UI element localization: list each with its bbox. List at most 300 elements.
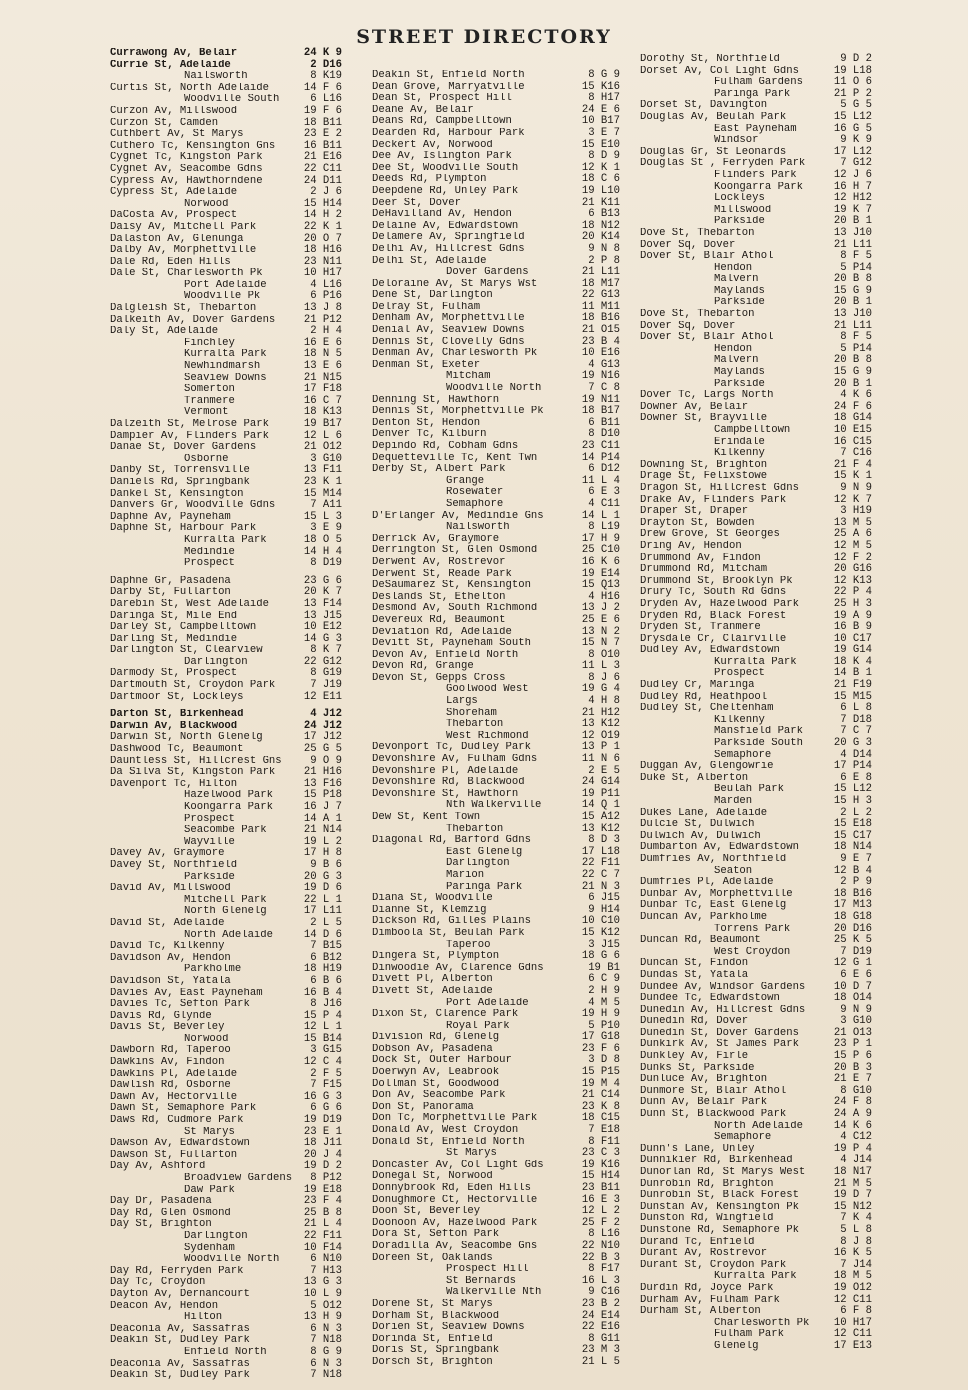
street-name: Dundee Av, Windsor Gardens: [640, 981, 806, 993]
map-reference: 7 G12: [840, 157, 872, 170]
street-name: Devitt St, Payneham South: [372, 638, 531, 650]
street-name: Deaconia Av, Sassafras: [110, 1358, 250, 1370]
map-reference: 7 K 4: [840, 1212, 872, 1225]
map-reference: 12 M 5: [833, 539, 872, 552]
directory-entry: [110, 164, 342, 176]
map-reference: 20 B 3: [833, 1061, 872, 1074]
street-name: St Bernards: [446, 1275, 516, 1287]
street-name: Woodville Pk: [184, 291, 261, 303]
map-reference: 15 H 3: [833, 795, 872, 807]
street-name: Dumfries Pl, Adelaide: [640, 877, 774, 889]
directory-entry: [372, 1113, 620, 1125]
map-reference: 7 H13: [310, 1264, 342, 1277]
directory-entry: [372, 986, 620, 998]
street-name: DaCosta Av, Prospect: [110, 210, 238, 222]
map-reference: 3 J15: [588, 938, 620, 951]
street-name: Douglas St , Ferryden Park: [640, 158, 806, 170]
street-name: Denial Av, Seaview Downs: [372, 325, 525, 337]
map-reference: 12 O19: [581, 729, 620, 742]
map-reference: 12 B 4: [833, 864, 872, 877]
map-reference: 15 H14: [581, 1170, 620, 1183]
street-name: Dean St, Prospect Hill: [372, 93, 512, 105]
map-reference: 20 G 3: [303, 870, 342, 883]
street-name: Darton St, Birkenhead: [110, 709, 244, 721]
map-reference: 11 O 6: [833, 76, 872, 89]
map-reference: 20 K14: [581, 231, 620, 244]
street-name: Doris St, Springbank: [372, 1345, 500, 1357]
street-name: East Payneham: [714, 123, 797, 135]
street-name: Glenelg: [714, 1340, 759, 1352]
map-reference: 12 C11: [833, 1293, 872, 1306]
street-name: Derrington St, Glen Osmond: [372, 545, 538, 557]
map-reference: 23 F 4: [303, 1195, 342, 1208]
directory-entry: [640, 715, 872, 727]
street-name: DeHavilland Av, Hendon: [372, 209, 512, 221]
directory-entry: [110, 280, 342, 292]
directory-entry: [372, 1357, 620, 1369]
map-reference: 15 E10: [581, 138, 620, 151]
street-name: Denham Av, Morphettville: [372, 313, 525, 325]
street-name: Denman Av, Charlesworth Pk: [372, 348, 538, 360]
map-reference: 21 O13: [833, 1026, 872, 1039]
map-reference: 6 C 9: [588, 973, 620, 986]
street-name: Millswood: [714, 204, 772, 216]
street-name: Drayton St, Bowden: [640, 517, 755, 529]
map-reference: 7 N18: [310, 1334, 342, 1347]
map-reference: 6 N 3: [310, 1357, 342, 1370]
map-reference: 18 G14: [833, 412, 872, 425]
street-name: Dawson Av, Edwardstown: [110, 1138, 250, 1150]
map-reference: 21 L11: [833, 319, 872, 332]
directory-entry: [110, 547, 342, 559]
map-reference: 19 E14: [581, 567, 620, 580]
map-reference: 12 J 6: [833, 168, 872, 181]
street-name: Day Rd, Glen Osmond: [110, 1207, 231, 1219]
street-name: Dorset Av, Col Light Gdns: [640, 65, 799, 77]
street-name: Paringa Park: [714, 88, 791, 100]
street-name: Dalby Av, Morphettville: [110, 245, 257, 257]
directory-entry: [110, 129, 342, 141]
map-reference: 2 L 5: [310, 916, 342, 929]
street-name: Danvers Gr, Woodville Gdns: [110, 500, 276, 512]
directory-entry: [640, 1074, 872, 1086]
street-name: Mitcham: [446, 371, 491, 383]
street-name: Enfield North: [184, 1346, 267, 1358]
map-reference: 10 L 9: [303, 1287, 342, 1300]
map-reference: 15 C17: [833, 829, 872, 842]
directory-entry: [640, 1144, 872, 1156]
map-reference: 12 F 2: [833, 551, 872, 564]
street-name: Dunmore St, Blair Athol: [640, 1085, 787, 1097]
map-reference: 6 B 6: [310, 974, 342, 987]
street-name: Nailsworth: [184, 71, 248, 83]
directory-entry: [110, 512, 342, 524]
street-name: Lockleys: [714, 193, 765, 205]
street-name: Prospect: [714, 668, 765, 680]
map-reference: 20 B 1: [833, 296, 872, 309]
directory-entry: [372, 557, 620, 569]
street-name: Paringa Park: [446, 881, 523, 893]
map-reference: 8 L19: [588, 521, 620, 534]
map-reference: 15 M14: [303, 487, 342, 500]
street-name: Devon Av, Enfield North: [372, 649, 519, 661]
street-name: Don Tc, Morphettville Park: [372, 1113, 538, 1125]
map-reference: 4 C12: [840, 1131, 872, 1144]
street-name: Curtis St, North Adelaide: [110, 82, 269, 94]
street-name: Donnybrook Rd, Eden Hills: [372, 1183, 531, 1194]
street-name: Day St, Brighton: [110, 1219, 212, 1231]
directory-entry: [640, 1051, 872, 1063]
map-reference: 3 G15: [310, 1044, 342, 1057]
map-reference: 24 K 9: [303, 47, 342, 59]
map-reference: 6 E 6: [840, 968, 872, 981]
street-name: Dawn St, Semaphore Park: [110, 1103, 257, 1115]
directory-entry: [640, 541, 872, 553]
map-reference: 9 B 6: [310, 858, 342, 871]
street-name: Dalgleish St, Thebarton: [110, 303, 257, 315]
directory-entry: [372, 116, 620, 128]
street-name: Grange: [446, 475, 485, 487]
map-reference: 9 N 8: [588, 242, 620, 255]
directory-entry: [640, 1341, 872, 1353]
directory-entry: [110, 245, 342, 257]
map-reference: 15 A12: [581, 811, 620, 823]
map-reference: 21 N15: [303, 371, 342, 384]
directory-entry: [372, 638, 620, 650]
map-reference: 10 H17: [303, 267, 342, 280]
directory-entry: [640, 54, 872, 66]
map-reference: 10 E16: [581, 347, 620, 360]
street-name: Dorsch St, Brighton: [372, 1356, 493, 1368]
map-reference: 15 P 4: [303, 1009, 342, 1022]
street-name: Newhindmarsh: [184, 361, 261, 373]
directory-entry: [640, 703, 872, 715]
street-name: Hendon: [714, 262, 753, 274]
street-name: Nailsworth: [446, 522, 510, 534]
street-name: Deepdene Rd, Unley Park: [372, 185, 519, 197]
directory-entry: [372, 499, 620, 511]
map-reference: 6 J15: [588, 892, 620, 905]
street-name: Dunedin Av, Hillcrest Gdns: [640, 1004, 806, 1016]
map-reference: 11 L 4: [581, 474, 620, 487]
street-name: Deakin St, Enfield North: [372, 70, 525, 81]
map-reference: 9 N 9: [840, 481, 872, 494]
street-name: Daphne Av, Payneham: [110, 511, 231, 523]
map-reference: 3 G10: [310, 452, 342, 465]
map-reference: 18 N14: [833, 841, 872, 854]
directory-entry: [372, 348, 620, 360]
directory-entry: [640, 866, 872, 878]
street-name: Deacon Av, Hendon: [110, 1300, 219, 1312]
map-reference: 2 H 9: [588, 984, 620, 997]
map-reference: 15 K 1: [833, 470, 872, 483]
map-reference: 8 D10: [588, 428, 620, 441]
map-reference: 15 L 3: [303, 510, 342, 523]
street-name: Dryden St, Tranmere: [640, 622, 761, 634]
directory-entry: [372, 1322, 620, 1334]
street-name: Dobson Av, Pasadena: [372, 1043, 493, 1055]
street-name: Dudley Av, Edwardstown: [640, 645, 780, 657]
street-name: Semaphore: [446, 498, 504, 510]
street-name: Erindale: [714, 436, 765, 448]
directory-entry: [640, 228, 872, 240]
map-reference: 16 E 6: [303, 336, 342, 349]
map-reference: 13 K12: [581, 718, 620, 731]
map-reference: 8 J16: [310, 998, 342, 1011]
map-reference: 23 K 8: [581, 1100, 620, 1113]
street-name: Dimboola St, Beulah Park: [372, 927, 525, 939]
map-reference: 7 N18: [310, 1369, 342, 1382]
street-name: Dee St, Woodville South: [372, 162, 519, 174]
street-name: Dashwood Tc, Beaumont: [110, 744, 244, 756]
map-reference: 21 N14: [303, 824, 342, 837]
street-name: Currawong Av, Belair: [110, 48, 238, 59]
street-name: Nth Walkerville: [446, 800, 542, 812]
street-name: West Croydon: [714, 946, 791, 958]
map-reference: 5 L 8: [840, 1223, 872, 1236]
map-reference: 9 E 7: [840, 852, 872, 865]
street-name: Darwin St, North Glenelg: [110, 732, 263, 744]
map-reference: 8 G 9: [588, 69, 620, 81]
map-reference: 13 J15: [303, 609, 342, 622]
street-name: Darling St, Medindie: [110, 633, 238, 645]
street-name: Mansfield Park: [714, 726, 804, 738]
map-reference: 7 C 8: [588, 382, 620, 395]
street-name: Daws Rd, Cudmore Park: [110, 1115, 244, 1127]
street-name: Diagonal Rd, Barford Gdns: [372, 835, 531, 847]
map-reference: 11 N 6: [581, 753, 620, 766]
street-name: Dora St, Sefton Park: [372, 1229, 500, 1241]
map-reference: 18 O14: [833, 992, 872, 1005]
map-reference: 10 E12: [303, 621, 342, 634]
street-name: Kurralta Park: [184, 534, 267, 546]
map-reference: 24 A 9: [833, 1108, 872, 1121]
street-name: Norwood: [184, 1033, 229, 1045]
street-name: Dorset St, Davington: [640, 100, 768, 112]
directory-entry: [110, 802, 342, 814]
street-name: Marion: [446, 869, 485, 881]
street-name: Rosewater: [446, 487, 504, 499]
street-name: Dove St, Thebarton: [640, 309, 755, 321]
street-name: Dunbar Tc, East Glenelg: [640, 900, 787, 912]
map-reference: 16 L 3: [581, 1274, 620, 1287]
street-name: Darebin St, West Adelaide: [110, 598, 269, 610]
directory-entry: [372, 244, 620, 256]
map-reference: 22 K 1: [303, 220, 342, 233]
street-name: DeSaumarez St, Kensington: [372, 580, 531, 592]
map-reference: 4 C11: [588, 497, 620, 510]
directory-entry: [110, 48, 342, 60]
street-name: Darlington St, Clearview: [110, 645, 263, 657]
street-name: Dundas St, Yatala: [640, 969, 749, 981]
street-name: Dalkeith Av, Dover Gardens: [110, 314, 276, 326]
map-reference: 18 M17: [581, 277, 620, 290]
map-reference: 13 J10: [833, 226, 872, 239]
street-name: Dawkins Pl, Adelaide: [110, 1068, 238, 1080]
directory-entry: [110, 964, 342, 976]
map-reference: 3 E 9: [310, 522, 342, 535]
map-reference: 13 F11: [303, 464, 342, 477]
street-name: Davenport Tc, Hilton: [110, 778, 238, 790]
map-reference: 15 Q13: [581, 579, 620, 592]
map-reference: 15 P18: [303, 789, 342, 802]
map-reference: 18 J11: [303, 1137, 342, 1150]
directory-entry: [110, 1370, 342, 1382]
street-name: Deslands St, Ethelton: [372, 591, 506, 603]
street-name: Duncan St, Findon: [640, 958, 749, 970]
street-name: Doncaster Av, Col Light Gds: [372, 1159, 544, 1171]
directory-entry: [372, 267, 620, 279]
street-name: Cypress Av, Hawthorndene: [110, 175, 263, 187]
street-name: Darlington: [184, 656, 248, 668]
street-name: Seaton: [714, 865, 753, 877]
directory-entry: [110, 930, 342, 942]
map-reference: 8 J 6: [588, 671, 620, 684]
map-reference: 23 F 6: [581, 1042, 620, 1055]
street-name: Dover Sq, Dover: [640, 239, 736, 251]
street-name: Flinders Park: [714, 169, 797, 181]
street-name: Devonshire St, Hawthorn: [372, 788, 519, 800]
directory-entry: [372, 824, 620, 836]
map-reference: 8 F11: [588, 1135, 620, 1148]
street-name: Dudley Rd, Heathpool: [640, 691, 768, 703]
map-reference: 22 N10: [581, 1239, 620, 1252]
street-name: Dudley St, Cheltenham: [640, 703, 774, 715]
street-name: Parkside: [714, 297, 765, 309]
map-reference: 15 N 7: [581, 637, 620, 650]
street-name: Durant Av, Rostrevor: [640, 1248, 768, 1260]
map-reference: 15 L12: [833, 783, 872, 796]
map-reference: 17 J12: [303, 731, 342, 744]
directory-entry: [110, 106, 342, 118]
map-reference: 19 G14: [833, 644, 872, 657]
directory-entry: [640, 854, 872, 866]
directory-entry: [640, 147, 872, 159]
directory-entry: [110, 599, 342, 611]
directory-entry: [110, 1161, 342, 1173]
street-name: North Adelaide: [714, 1120, 804, 1132]
street-name: Douglas Av, Beulah Park: [640, 111, 787, 123]
directory-entry: [372, 812, 620, 824]
directory-entry: [372, 186, 620, 198]
directory-entry: [110, 1347, 342, 1359]
street-name: Delamere Av, Springfield: [372, 232, 525, 244]
map-reference: 20 D16: [833, 922, 872, 935]
map-reference: 3 H19: [840, 505, 872, 518]
directory-entry: [372, 1125, 620, 1137]
map-reference: 23 E 2: [303, 128, 342, 141]
map-reference: 18 B11: [303, 116, 342, 129]
map-reference: 15 E18: [833, 818, 872, 831]
map-reference: 23 E 1: [303, 1125, 342, 1138]
map-reference: 21 F 4: [833, 458, 872, 471]
directory-entry: [640, 425, 872, 437]
directory-entry: [110, 1173, 342, 1185]
map-reference: 22 C11: [303, 162, 342, 175]
map-reference: 21 P 2: [833, 87, 872, 100]
street-name: Malvern: [714, 274, 759, 286]
street-name: Day Av, Ashford: [110, 1161, 206, 1173]
directory-entry: [110, 1034, 342, 1046]
street-name: Division Rd, Glenelg: [372, 1032, 500, 1044]
directory-entry: [372, 615, 620, 627]
street-name: Duncan Av, Parkholme: [640, 911, 768, 923]
street-name: Drysdale Cr, Clairville: [640, 633, 787, 645]
map-reference: 14 D 6: [303, 928, 342, 941]
street-name: Dawlish Rd, Osborne: [110, 1080, 231, 1092]
map-reference: 22 L 1: [303, 893, 342, 906]
street-name: David St, Adelaide: [110, 917, 225, 929]
map-reference: 18 G 6: [581, 950, 620, 963]
street-name: Beulah Park: [714, 784, 784, 796]
street-name: Marden: [714, 796, 753, 807]
street-name: Davidson St, Yatala: [110, 975, 231, 987]
map-reference: 21 N 3: [581, 880, 620, 893]
street-name: Duke St, Alberton: [640, 772, 749, 784]
street-name: Dunn St, Blackwood Park: [640, 1109, 787, 1121]
street-name: Seaview Downs: [184, 372, 267, 384]
map-reference: 7 D18: [840, 713, 872, 726]
map-reference: 24 F 6: [833, 400, 872, 413]
directory-entry: [640, 692, 872, 704]
map-reference: 8 G11: [588, 1332, 620, 1345]
directory-entry: [372, 70, 620, 82]
street-name: Port Adelaide: [184, 279, 267, 291]
street-name: Dunn's Lane, Unley: [640, 1143, 755, 1155]
map-reference: 13 N 2: [581, 625, 620, 638]
map-reference: 9 K 9: [840, 134, 872, 147]
directory-entry: [372, 453, 620, 465]
map-reference: 4 H 8: [588, 695, 620, 708]
street-name: Dee Av, Islington Park: [372, 151, 512, 163]
map-reference: 24 F 8: [833, 1096, 872, 1109]
map-reference: 18 H19: [303, 963, 342, 976]
map-reference: 21 C14: [581, 1089, 620, 1102]
map-reference: 19 B17: [303, 418, 342, 430]
directory-entry: [640, 321, 872, 333]
map-reference: 8 O10: [588, 648, 620, 661]
map-reference: 4 K 6: [840, 389, 872, 402]
street-name: Currie St, Adelaide: [110, 59, 231, 71]
map-reference: 21 L11: [833, 238, 872, 251]
map-reference: 12 L 1: [303, 1021, 342, 1034]
map-reference: 12 C 4: [303, 1056, 342, 1069]
map-reference: 9 N 9: [840, 1003, 872, 1016]
map-reference: 8 F17: [588, 1263, 620, 1276]
street-name: Dollman St, Goodwood: [372, 1078, 500, 1090]
street-name: Daw Park: [184, 1184, 235, 1196]
directory-entry: [110, 848, 342, 860]
map-reference: 5 G 5: [840, 99, 872, 112]
street-name: Dunkley Av, Firle: [640, 1051, 749, 1063]
map-reference: 20 J 4: [303, 1148, 342, 1161]
map-reference: 6 B11: [588, 416, 620, 429]
directory-entry: [640, 193, 872, 205]
directory-entry: [110, 1254, 342, 1266]
street-name: Kilkenny: [714, 714, 765, 726]
map-reference: 21 L 4: [303, 1218, 342, 1231]
street-name: Denning St, Hawthorn: [372, 394, 500, 406]
street-name: Darwin Av, Blackwood: [110, 720, 238, 732]
map-reference: 23 C 3: [581, 1147, 620, 1160]
map-reference: 13 H 9: [303, 1311, 342, 1324]
street-name: Denman St, Exeter: [372, 359, 481, 371]
map-reference: 18 B17: [581, 405, 620, 418]
map-reference: 15 L12: [833, 110, 872, 123]
map-reference: 21 H12: [581, 706, 620, 719]
map-reference: 25 F 2: [581, 1216, 620, 1229]
map-reference: 12 L 2: [581, 1205, 620, 1218]
